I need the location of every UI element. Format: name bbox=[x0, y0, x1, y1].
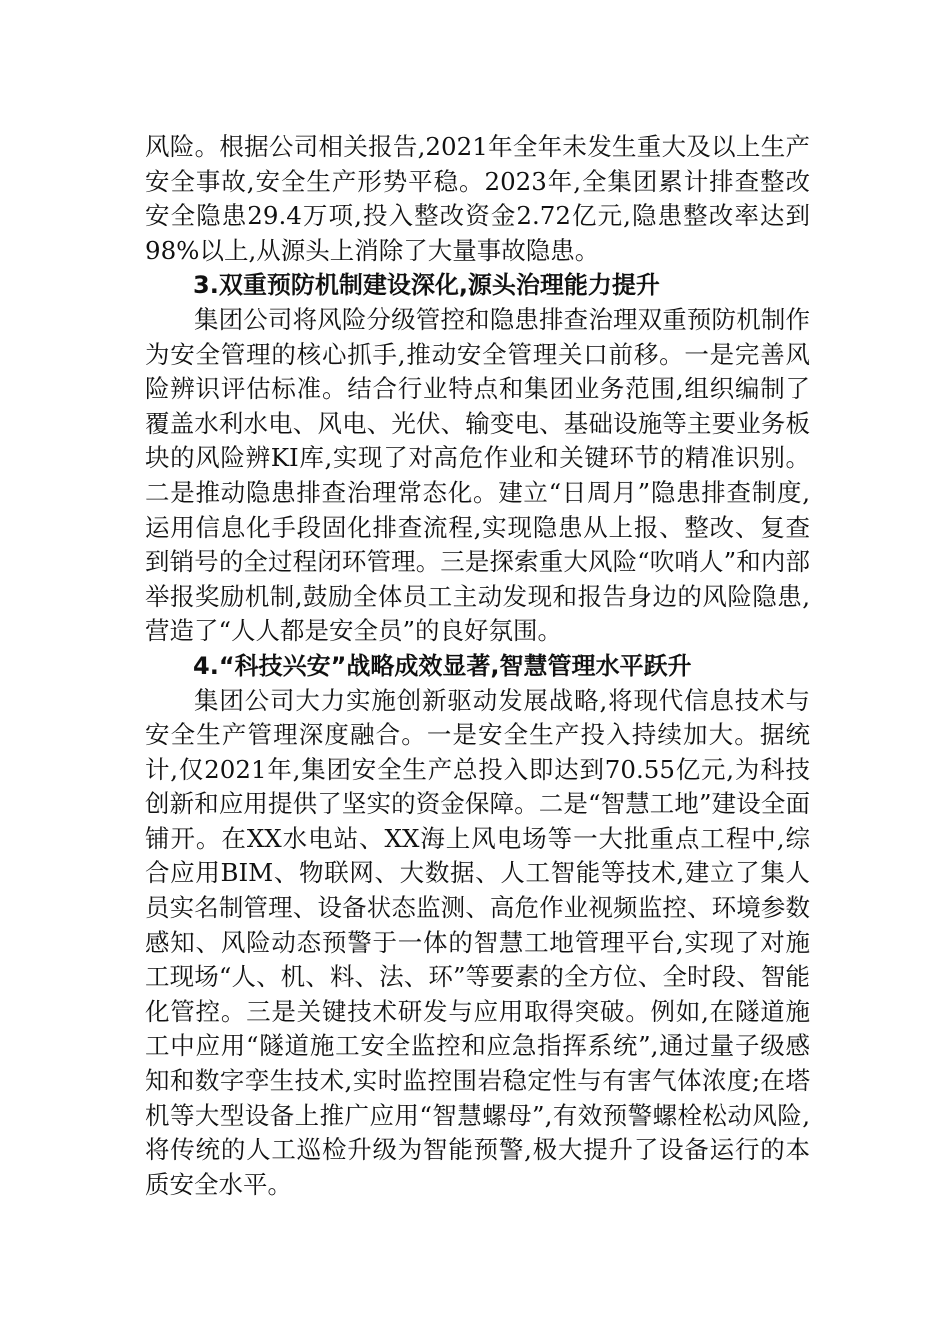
paragraph-tech-safety: 集团公司大力实施创新驱动发展战略,将现代信息技术与安全生产管理深度融合。一是安全生产投入持续加大。据统计,仅2021年,集团安全生产总投入即达到70.55亿元,为科技创新和应用提供了坚实的资金保障。二是“智慧工地”建设全面铺开。在XX水电站、XX海上风电场等一大批重点工程中,综合应用BIM、物联网、大数据、人工智能等技术,建立了集人员实名制管理、设备状态监测、高危作业视频监控、环境参数感知、风险动态预警于一体的智慧工地管理平台,实现了对施工现场“人、机、料、法、环”等要素的全方位、全时段、智能化管控。三是关键技术研发与应用取得突破。例如,在隧道施工中应用“隧道施工安全监控和应急指挥系统”,通过量子级感知和数字孪生技术,实时监控围岩稳定性与有害气体浓度;在塔机等大型设备上推广应用“智慧螺母”,有效预警螺栓松动风险,将传统的人工巡检升级为智能预警,极大提升了设备运行的本质安全水平。 bbox=[145, 685, 810, 1199]
section-heading-3: 3.双重预防机制建设深化,源头治理能力提升 bbox=[193, 271, 660, 300]
paragraph-dual-prevention: 集团公司将风险分级管控和隐患排查治理双重预防机制作为安全管理的核心抓手,推动安全管理关口前移。一是完善风险辨识评估标准。结合行业特点和集团业务范围,组织编制了覆盖水利水电、风电、光伏、输变电、基础设施等主要业务板块的风险辨KI库,实现了对高危作业和关键环节的精准识别。二是推动隐患排查治理常态化。建立“日周月”隐患排查制度,运用信息化手段固化排查流程,实现隐患从上报、整改、复查到销号的全过程闭环管理。三是探索重大风险“吹哨人”和内部举报奖励机制,鼓励全体员工主动发现和报告身边的风险隐患,营造了“人人都是安全员”的良好氛围。 bbox=[145, 304, 810, 646]
document-body bbox=[145, 130, 810, 1202]
paragraph-continuation: 风险。根据公司相关报告,2021年全年未发生重大及以上生产安全事故,安全生产形势平稳。2023年,全集团累计排查整改安全隐患29.4万项,投入整改资金2.72亿元,隐患整改率达到98%以上,从源头上消除了大量事故隐患。 bbox=[145, 132, 810, 265]
section-heading-4: 4.“科技兴安”战略成效显著,智慧管理水平跃升 bbox=[193, 651, 692, 680]
